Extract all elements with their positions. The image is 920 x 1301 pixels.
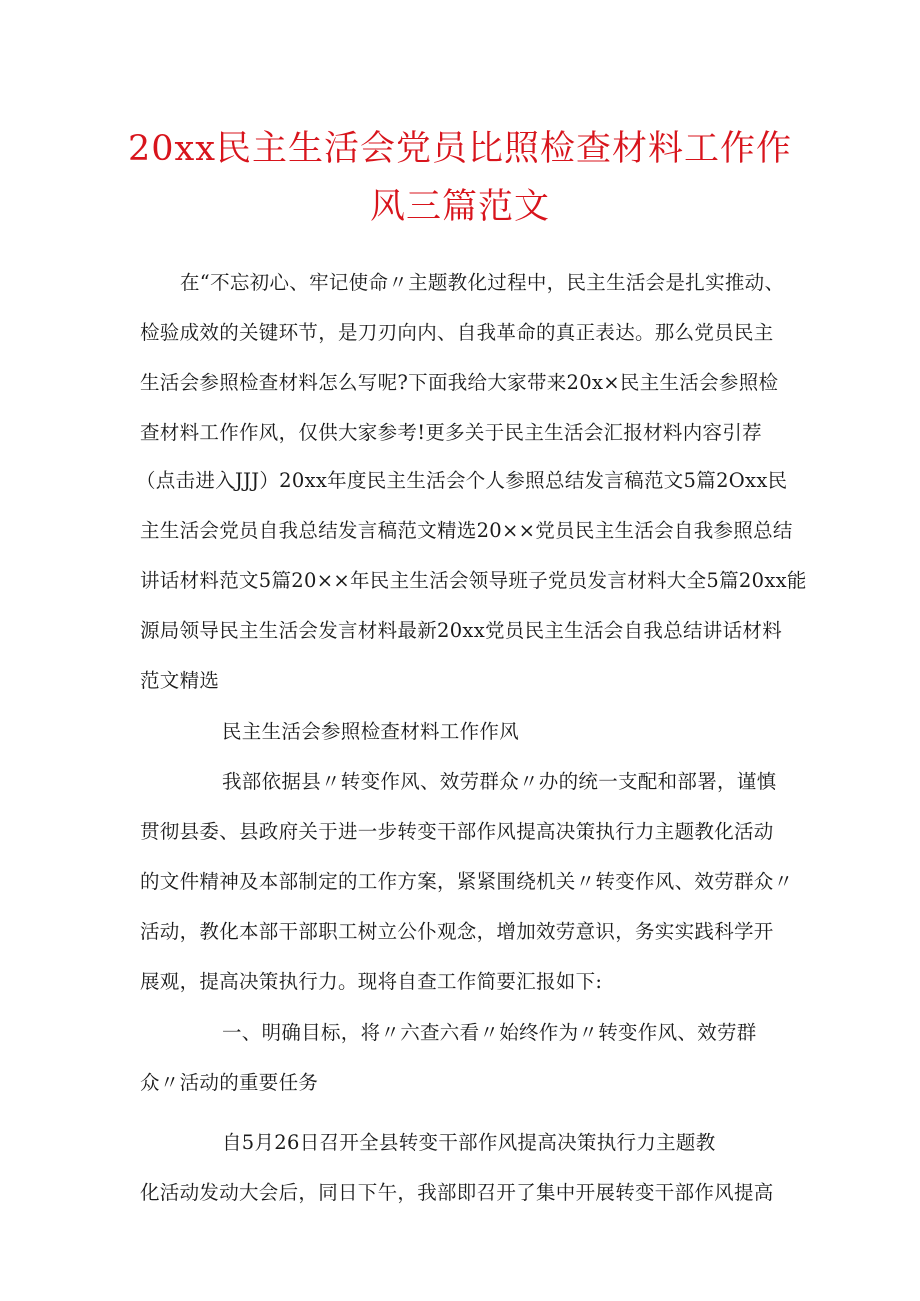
intro-line: 源局领导民主生活会发言材料最新20xx党员民主生活会自我总结讲话材料 <box>140 619 783 642</box>
section-subtitle: 民主生活会参照检查材料工作作风 <box>222 720 520 743</box>
intro-line: 主生活会党员自我总结发言稿范文精选20××党员民主生活会自我参照总结 <box>140 519 793 542</box>
intro-line: 在“不忘初心、牢记使命〃主题教化过程中，民主生活会是扎实推动、 <box>180 271 785 294</box>
body-paragraph-line: 贯彻县委、县政府关于进一步转变干部作风提高决策执行力主题教化活动 <box>140 820 774 843</box>
document-title-line-2: 风三篇范文 <box>369 187 550 227</box>
body-paragraph-line: 自5月26日召开全县转变干部作风提高决策执行力主题教 <box>222 1131 716 1154</box>
intro-line: 范文精选 <box>140 669 220 692</box>
intro-line: （点击进入JJJ）20xx年度民主生活会个人参照总结发言稿范文5篇2Oxx民 <box>136 469 788 492</box>
intro-line: 查材料工作作风，仅供大家参考!更多关于民主生活会汇报材料内容引荐 <box>140 421 762 444</box>
document-title-line-1: 20xx民主生活会党员比照检查材料工作作 <box>127 129 792 169</box>
section-heading-line: 众〃活动的重要任务 <box>140 1071 319 1094</box>
body-paragraph-line: 化活动发动大会后，同日下午，我部即召开了集中开展转变干部作风提高 <box>140 1181 774 1204</box>
intro-line: 讲话材料范文5篇20××年民主生活会领导班子党员发言材料大全5篇20xx能 <box>140 569 807 592</box>
intro-line: 检验成效的关键环节，是刀刃向内、自我革命的真正表达。那么党员民主 <box>140 321 774 344</box>
body-paragraph-line: 的文件精神及本部制定的工作方案，紧紧围绕机关〃转变作风、效劳群众〃 <box>140 870 794 893</box>
body-paragraph-line: 活动，教化本部干部职工树立公仆观念，增加效劳意识，务实实践科学开 <box>140 920 774 943</box>
intro-line: 生活会参照检查材料怎么写呢?下面我给大家带来20x×民主生活会参照检 <box>140 371 779 394</box>
body-paragraph-line: 展观，提高决策执行力。现将自查工作简要汇报如下: <box>140 970 603 993</box>
body-paragraph-line: 我部依据县〃转变作风、效劳群众〃办的统一支配和部署，谨慎 <box>222 770 777 793</box>
section-heading-line: 一、明确目标，将〃六查六看〃始终作为〃转变作风、效劳群 <box>222 1021 757 1044</box>
